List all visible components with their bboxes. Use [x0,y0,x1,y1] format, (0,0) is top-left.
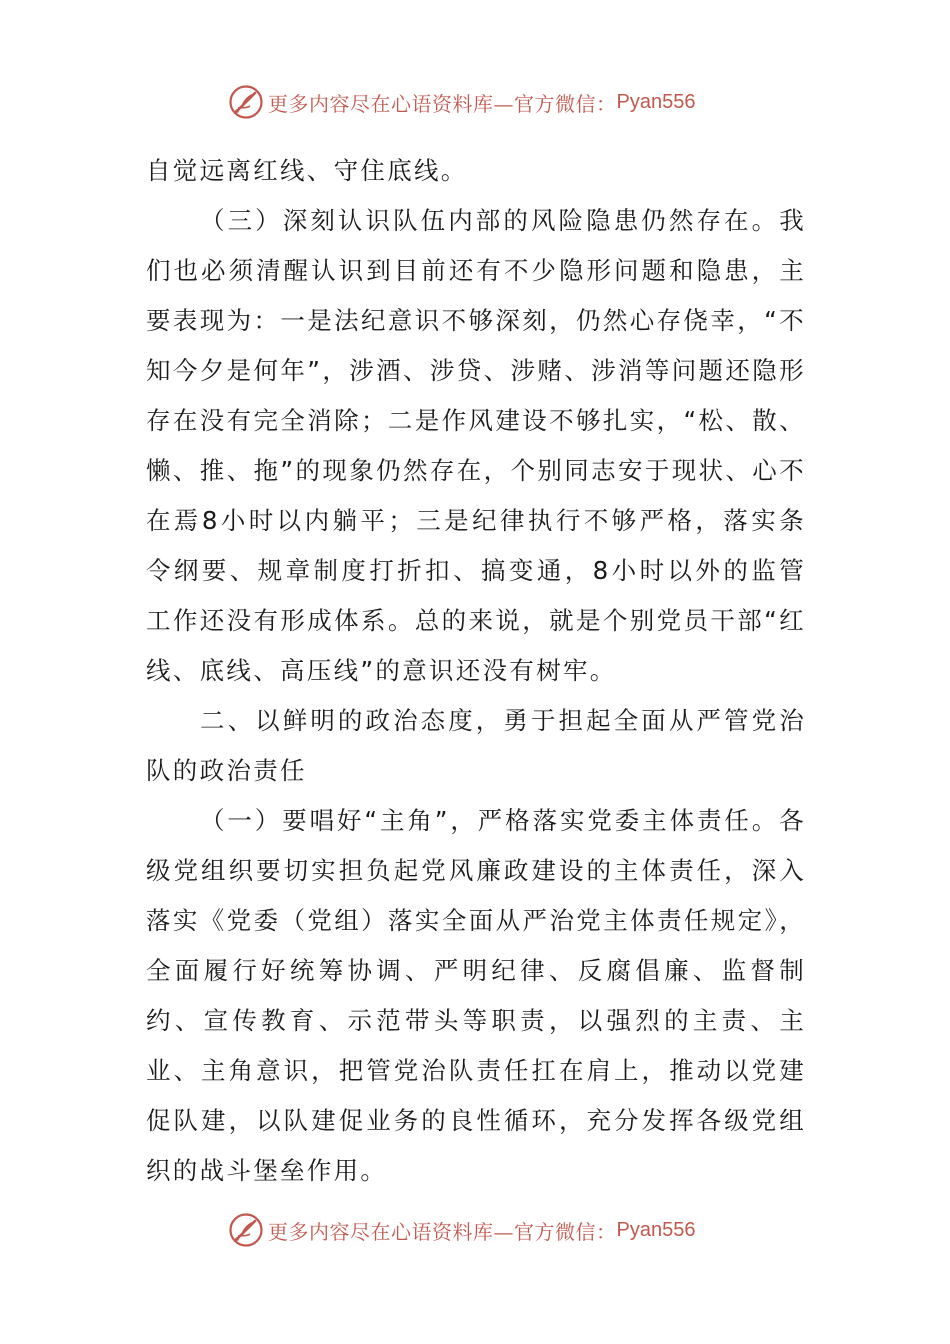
quill-pen-logo-icon [228,1212,264,1248]
section-heading-2: 二、以鲜明的政治态度，勇于担起全面从严管党治队的政治责任 [146,706,806,785]
quill-pen-logo-icon [228,84,264,120]
header-banner-wechat-id: Pyan556 [616,90,696,113]
paragraph-section-3: （三）深刻认识队伍内部的风险隐患仍然存在。我们也必须清醒认识到目前还有不少隐形问题和隐患，主要表现为：一是法纪意识不够深刻，仍然心存侥幸，“不知今夕是何年”，涉酒、涉贷、涉赌、涉消等问题还隐形存在没有完全消除；二是作风建设不够扎实，“松、散、懒、推、拖”的现象仍然存在，个别同志安于现状、心不在焉8小时以内躺平；三是纪律执行不够严格，落实条令纲要、规章制度打折扣、搞变通，8小时以外的监管工作还没有形成体系。总的来说，就是个别党员干部“红线、底线、高压线”的意识还没有树牢。 [146,206,806,685]
header-banner-text: 更多内容尽在心语资料库—官方微信： [268,91,617,116]
footer-banner-wechat-id: Pyan556 [616,1218,696,1241]
footer-banner [228,1210,748,1250]
paragraph-continuation: 自觉远离红线、守住底线。 [146,156,468,185]
paragraph-subsection-1: （一）要唱好“主角”，严格落实党委主体责任。各级党组织要切实担负起党风廉政建设的主体责任，深入落实《党委（党组）落实全面从严治党主体责任规定》，全面履行好统筹协调、严明纪律、反腐倡廉、监督制约、宣传教育、示范带头等职责，以强烈的主责、主业、主角意识，把管党治队责任扛在肩上，推动以党建促队建，以队建促业务的良性循环，充分发挥各级党组织的战斗堡垒作用。 [146,806,806,1185]
document-body [146,146,806,1196]
footer-banner-text: 更多内容尽在心语资料库—官方微信： [268,1219,617,1244]
header-banner [228,82,748,122]
